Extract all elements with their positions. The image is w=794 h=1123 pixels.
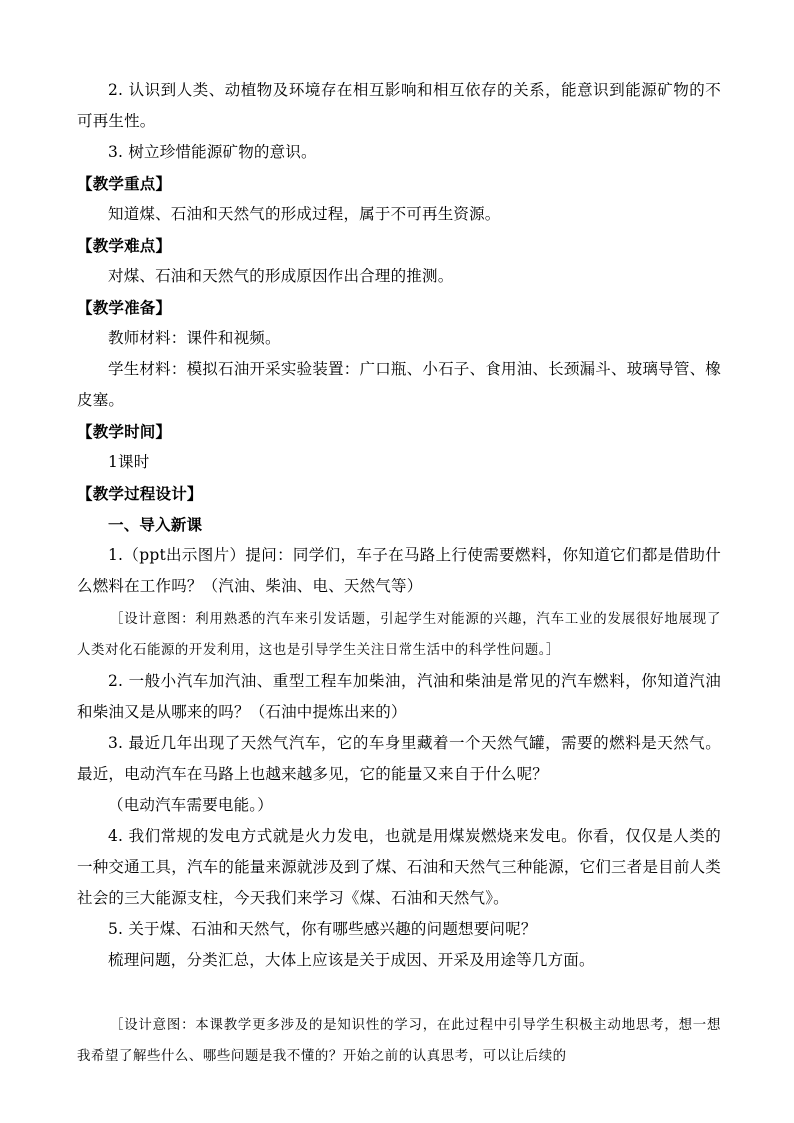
intro-step-5: 5. 关于煤、石油和天然气，你有哪些感兴趣的问题想要问呢？ — [108, 920, 537, 938]
heading-key-points: 【教学重点】 — [77, 174, 172, 193]
intro-step-3: 3. 最近几年出现了天然气汽车，它的车身里藏着一个天然气罐，需要的燃料是天然气。最近，电动汽车在马路上也越来越多见，它的能量又来自于什么呢？ — [77, 734, 721, 783]
design-intent-1: ［设计意图：利用熟悉的汽车来引发话题，引起学生对能源的兴趣，汽车工业的发展很好地展现了人类对化石能源的开发利用，这也是引导学生关注日常生活中的科学性问题。］ — [77, 612, 721, 658]
heading-process: 【教学过程设计】 — [77, 484, 203, 503]
student-materials: 学生材料：模拟石油开采实验装置：广口瓶、小石子、食用油、长颈漏斗、玻璃导管、橡皮塞。 — [77, 360, 721, 409]
heading-difficulties: 【教学难点】 — [77, 236, 172, 255]
intro-step-3-answer: （电动汽车需要电能。） — [108, 796, 273, 814]
heading-preparation: 【教学准备】 — [77, 298, 172, 317]
design-intent-2: ［设计意图：本课教学更多涉及的是知识性的学习，在此过程中引导学生积极主动地思考，想一想我希望了解些什么、哪些问题是我不懂的？开始之前的认真思考，可以让后续的 — [77, 1018, 721, 1064]
objective-3: 3. 树立珍惜能源矿物的意识。 — [108, 143, 317, 161]
section-intro-title: 一、导入新课 — [108, 515, 203, 534]
time-text: 1课时 — [108, 453, 150, 471]
key-points-text: 知道煤、石油和天然气的形成过程，属于不可再生资源。 — [108, 205, 501, 223]
intro-step-6: 梳理问题，分类汇总，大体上应该是关于成因、开采及用途等几方面。 — [108, 951, 595, 969]
intro-step-2: 2. 一般小汽车加汽油、重型工程车加柴油，汽油和柴油是常见的汽车燃料，你知道汽油和柴油又是从哪来的吗？（石油中提炼出来的） — [77, 672, 721, 721]
intro-step-4: 4. 我们常规的发电方式就是火力发电，也就是用煤炭燃烧来发电。你看，仅仅是人类的一种交通工具，汽车的能量来源就涉及到了煤、石油和天然气三种能源，它们三者是目前人类社会的三大能源支柱，今天我们来学习《煤、石油和天然气》。 — [77, 827, 721, 907]
difficulties-text: 对煤、石油和天然气的形成原因作出合理的推测。 — [108, 267, 454, 285]
intro-step-1: 1.（ppt出示图片）提问：同学们，车子在马路上行使需要燃料，你知道它们都是借助什么燃料在工作吗？（汽油、柴油、电、天然气等） — [77, 546, 721, 595]
objective-2: 2. 认识到人类、动植物及环境存在相互影响和相互依存的关系，能意识到能源矿物的不可再生性。 — [77, 81, 721, 130]
heading-time: 【教学时间】 — [77, 422, 172, 441]
teacher-materials: 教师材料：课件和视频。 — [108, 329, 281, 347]
